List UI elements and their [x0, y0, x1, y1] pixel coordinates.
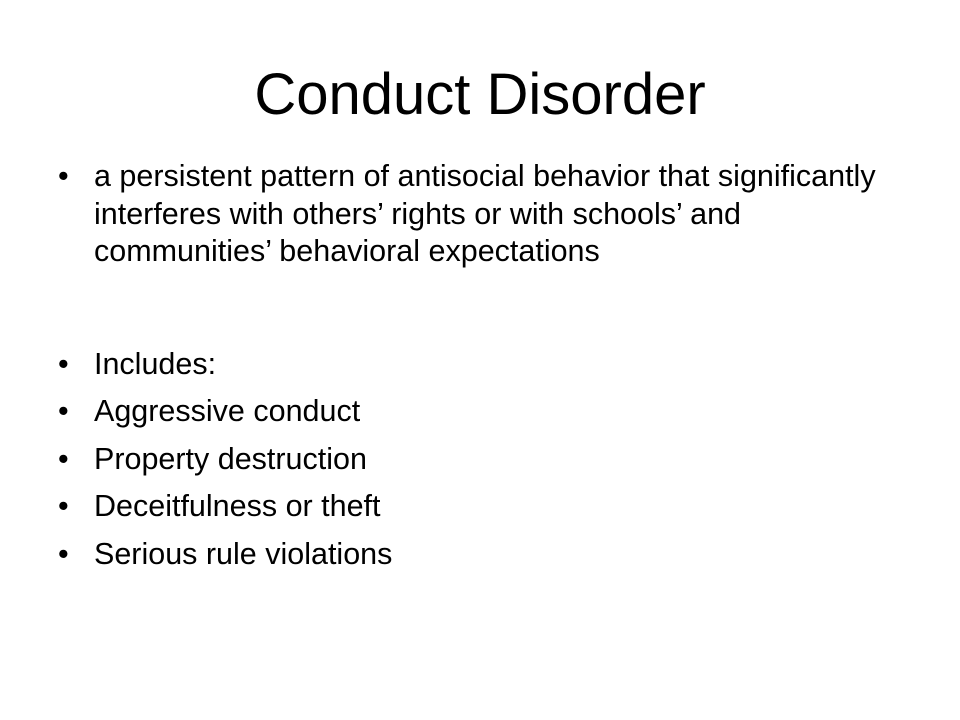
- list-item: [58, 488, 918, 526]
- list-item-text: Aggressive conduct: [94, 394, 361, 428]
- slide-title: Conduct Disorder: [254, 62, 706, 127]
- bullet-dot: •: [58, 394, 69, 428]
- includes-label: Includes:: [94, 346, 217, 381]
- includes-bullet: [58, 346, 918, 384]
- bullet-dot: •: [58, 536, 69, 571]
- bullet-dot: •: [58, 441, 69, 476]
- list-item-text: Deceitfulness or theft: [94, 489, 381, 523]
- bullet-dot: •: [58, 489, 69, 523]
- bullet-list: [58, 158, 918, 583]
- list-item-text: Property destruction: [94, 441, 367, 476]
- definition-text: a persistent pattern of antisocial behavior that significantly interferes with others’ rights or with schools’ and communities’ behavioral expectations: [94, 159, 876, 268]
- definition-bullet: [58, 158, 918, 271]
- bullet-dot: •: [58, 346, 69, 381]
- list-item-text: Serious rule violations: [94, 536, 393, 571]
- list-item: [58, 441, 918, 479]
- list-item: [58, 393, 918, 431]
- bullet-dot: •: [58, 159, 69, 193]
- list-item: [58, 536, 918, 574]
